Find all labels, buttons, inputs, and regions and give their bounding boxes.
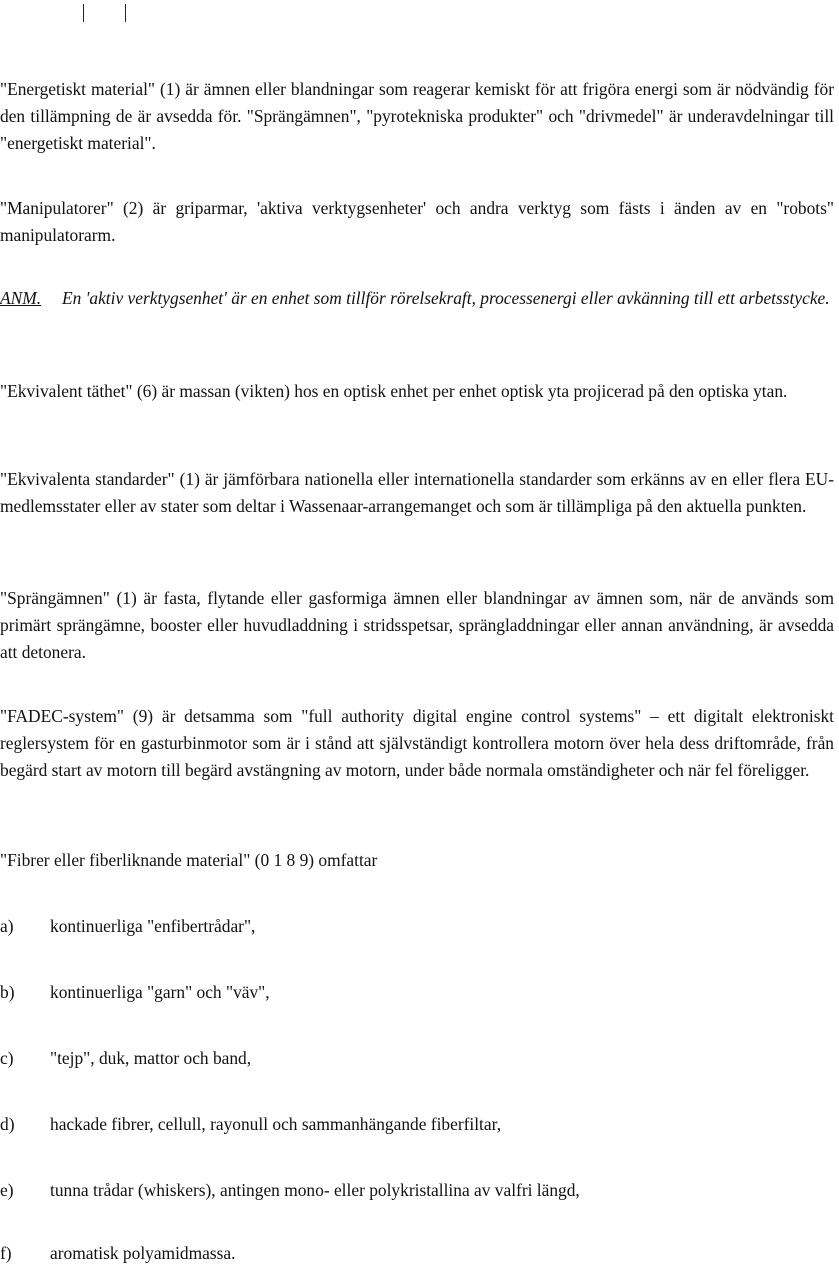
- list-item: [0, 1045, 834, 1072]
- list-marker: f): [0, 1243, 12, 1263]
- definition-ekvivalenta-standarder: "Ekvivalenta standarder" (1) är jämförbara nationella eller internationella standarder som erkänns av en eller flera EU-medlemsstater eller av stater som deltar i Wassenaar-arrangemanget och som är tillämpliga på den aktuella punkten.: [0, 469, 834, 516]
- list-item: [0, 1240, 834, 1267]
- list-marker: e): [0, 1180, 14, 1200]
- definition-fadec-system: "FADEC-system" (9) är detsamma som "full authority digital engine control systems" – ett digitalt elektroniskt reglersystem för en gasturbinmotor som är i stånd att självständigt kontrollera motorn över hela dess driftområde, från begärd start av motorn till begärd avstängning av motorn, under både normala omständigheter och när fel föreligger.: [0, 706, 834, 780]
- list-item: [0, 1177, 834, 1204]
- list-item: [0, 913, 834, 940]
- list-marker: c): [0, 1048, 14, 1068]
- list-marker: b): [0, 982, 15, 1002]
- list-text: tunna trådar (whiskers), antingen mono- eller polykristallina av valfri längd,: [50, 1180, 580, 1200]
- header-rule-left: [83, 4, 84, 22]
- list-item: [0, 979, 834, 1006]
- note-label: ANM.: [0, 288, 42, 308]
- header-rule-right: [125, 4, 126, 22]
- definition-ekvivalent-tathet: "Ekvivalent täthet" (6) är massan (vikten) hos en optisk enhet per enhet optisk yta projicerad på den optiska ytan.: [0, 381, 788, 401]
- definition-manipulatorer: "Manipulatorer" (2) är griparmar, 'aktiva verktygsenheter' och andra verktyg som fästs i änden av en "robots" manipulatorarm.: [0, 198, 834, 245]
- definition-energetiskt-material: "Energetiskt material" (1) är ämnen eller blandningar som reagerar kemiskt för att frigöra energi som är nödvändig för den tillämpning de är avsedda för. "Sprängämnen", "pyrotekniska produkter" och "drivmedel" är underavdelningar till "energetiskt material".: [0, 79, 834, 153]
- list-marker: a): [0, 916, 14, 936]
- note-aktiv-verktygsenhet: [0, 285, 834, 312]
- list-item: [0, 1111, 834, 1138]
- note-text: En 'aktiv verktygsenhet' är en enhet som tillför rörelsekraft, processenergi eller avkänning till ett arbetsstycke.: [62, 288, 830, 308]
- list-text: hackade fibrer, cellull, rayonull och sammanhängande fiberfiltar,: [50, 1114, 502, 1134]
- list-text: kontinuerliga "enfibertrådar",: [50, 916, 256, 936]
- definition-sprangamnen: "Sprängämnen" (1) är fasta, flytande eller gasformiga ämnen eller blandningar av ämnen som, när de används som primärt sprängämne, booster eller huvudladdning i stridsspetsar, sprängladdningar eller annan användning, är avsedda att detonera.: [0, 588, 834, 662]
- list-text: kontinuerliga "garn" och "väv",: [50, 982, 270, 1002]
- list-text: "tejp", duk, mattor och band,: [50, 1048, 252, 1068]
- list-text: aromatisk polyamidmassa.: [50, 1243, 236, 1263]
- definition-fibrer: "Fibrer eller fiberliknande material" (0 1 8 9) omfattar: [0, 850, 378, 870]
- list-marker: d): [0, 1114, 15, 1134]
